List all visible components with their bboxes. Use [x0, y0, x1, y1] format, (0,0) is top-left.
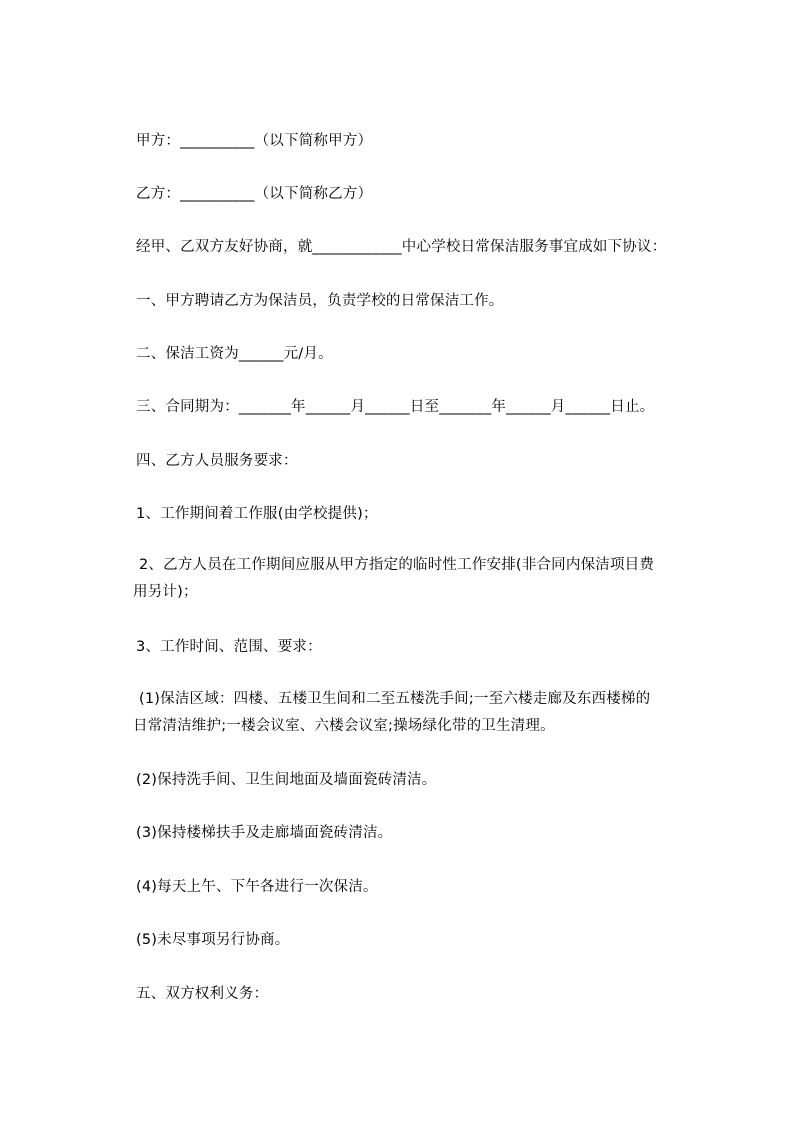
cleaning-area-item [133, 686, 706, 740]
clause-1: 一、甲方聘请乙方为保洁员，负责学校的日常保洁工作。 [136, 293, 504, 309]
sub-item-3: (3)保持楼梯扶手及走廊墙面瓷砖清洁。 [136, 825, 393, 841]
sub-item-5: (5)未尽事项另行协商。 [136, 932, 290, 948]
clause-2-wage: 二、保洁工资为______元/月。 [136, 346, 333, 362]
sub-item-4: (4)每天上午、下午各进行一次保洁。 [136, 879, 378, 895]
cleaning-area-line1: (1)保洁区域：四楼、五楼卫生间和二至五楼洗手间;一至六楼走廊及东西楼梯的 [139, 691, 651, 707]
requirement-item-2 [133, 552, 706, 606]
cleaning-area-line2: 日常清洁维护;一楼会议室、六楼会议室;操场绿化带的卫生清理。 [133, 718, 555, 734]
requirement-item-2-line1: 2、乙方人员在工作期间应服从甲方指定的临时性工作安排(非合同内保洁项目费 [139, 557, 655, 573]
clause-3-term: 三、合同期为：_______年______月______日至_______年______月______日止。 [136, 399, 655, 415]
clause-4-heading: 四、乙方人员服务要求： [136, 453, 298, 469]
sub-item-2: (2)保持洗手间、卫生间地面及墙面瓷砖清洁。 [136, 772, 437, 788]
clause-5-heading: 五、双方权利义务： [136, 986, 269, 1002]
requirement-item-1: 1、工作期间着工作服(由学校提供)； [136, 506, 378, 522]
requirement-item-2-line2: 用另计)； [133, 584, 198, 600]
party-b-line: 乙方：__________（以下简称乙方） [136, 186, 373, 202]
party-a-line: 甲方：__________（以下简称甲方） [136, 133, 373, 149]
requirement-item-3: 3、工作时间、范围、要求： [136, 639, 322, 655]
preamble-line: 经甲、乙双方友好协商，就____________中心学校日常保洁服务事宜成如下协议： [136, 239, 667, 255]
